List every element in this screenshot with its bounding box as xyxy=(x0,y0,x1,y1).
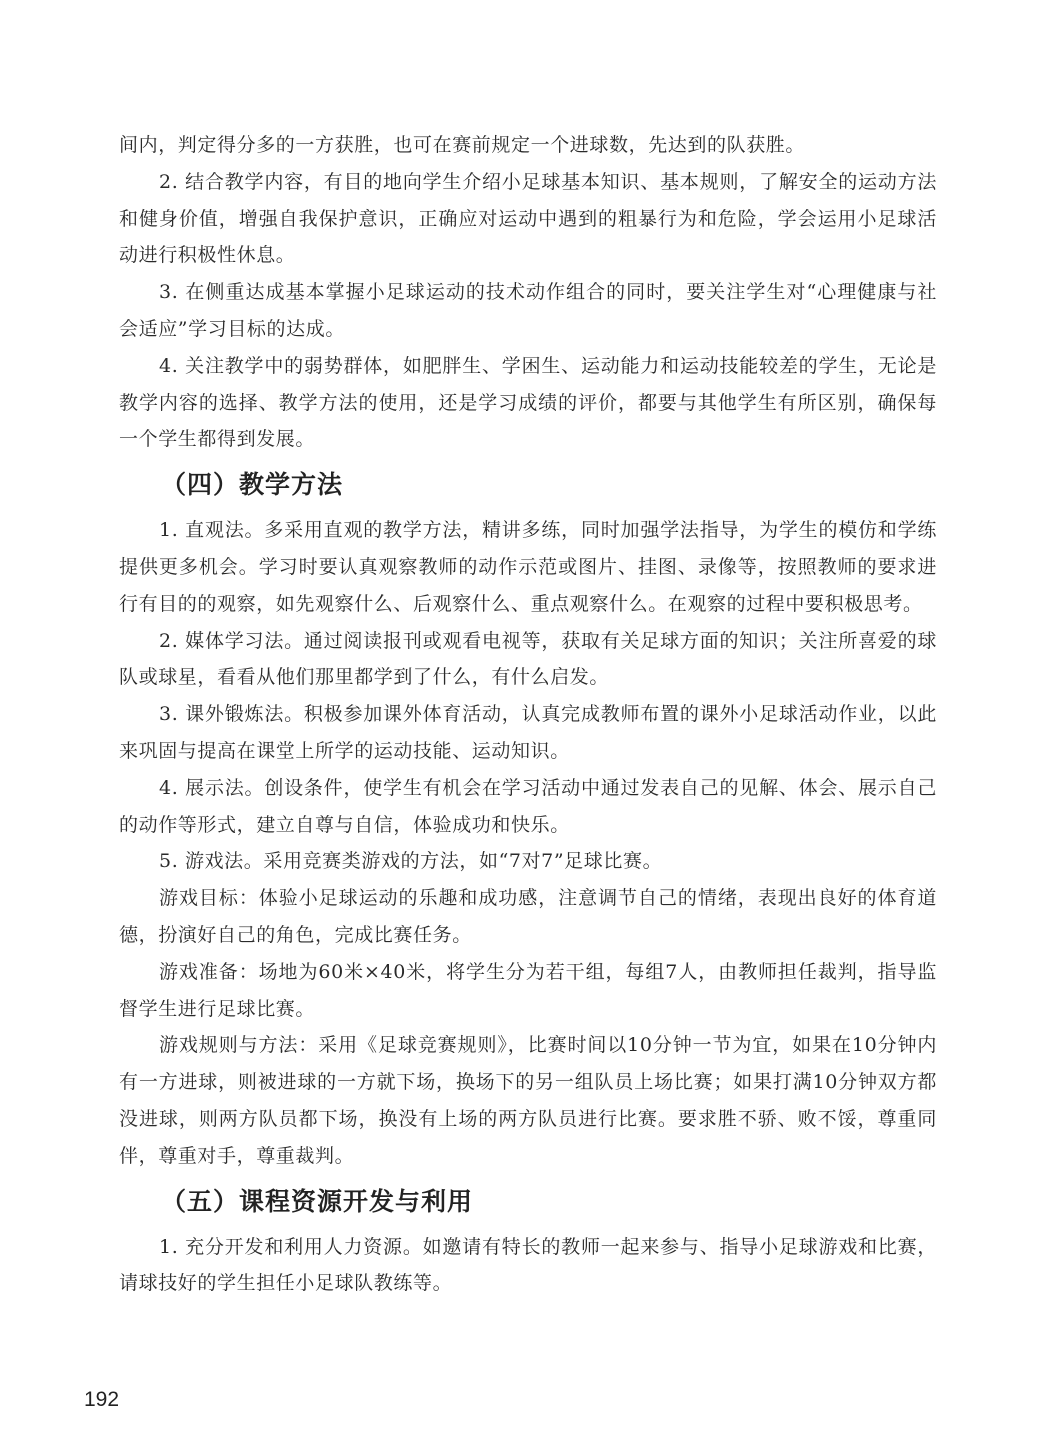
game-preparation-paragraph: 游戏准备：场地为60米×40米，将学生分为若干组，每组7人，由教师担任裁判，指导监督学生进行足球比赛。 xyxy=(119,960,937,1020)
method-paragraph-2: 2. 媒体学习法。通过阅读报刊或观看电视等，获取有关足球方面的知识；关注所喜爱的球队或球星，看看从他们那里都学到了什么，有什么启发。 xyxy=(119,629,937,689)
paragraph-continued: 间内，判定得分多的一方获胜，也可在赛前规定一个进球数，先达到的队获胜。 xyxy=(119,134,806,156)
method-paragraph-1: 1. 直观法。多采用直观的教学方法，精讲多练，同时加强学法指导，为学生的模仿和学练提供更多机会。学习时要认真观察教师的动作示范或图片、挂图、录像等，按照教师的要求进行有目的的观察，如先观察什么、后观察什么、重点观察什么。在观察的过程中要积极思考。 xyxy=(119,519,937,615)
section-heading-teaching-methods: （四）教学方法 xyxy=(161,470,344,500)
page-content xyxy=(119,127,937,1302)
paragraph-point-3: 3. 在侧重达成基本掌握小足球运动的技术动作组合的同时，要关注学生对“心理健康与社会适应”学习目标的达成。 xyxy=(119,281,937,340)
game-goal-paragraph: 游戏目标：体验小足球运动的乐趣和成功感，注意调节自己的情绪，表现出良好的体育道德，扮演好自己的角色，完成比赛任务。 xyxy=(119,887,937,946)
page-number: 192 xyxy=(84,1388,120,1411)
method-paragraph-4: 4. 展示法。创设条件，使学生有机会在学习活动中通过发表自己的见解、体会、展示自己的动作等形式，建立自尊与自信，体验成功和快乐。 xyxy=(119,776,937,836)
paragraph-point-4: 4. 关注教学中的弱势群体，如肥胖生、学困生、运动能力和运动技能较差的学生，无论是教学内容的选择、教学方法的使用，还是学习成绩的评价，都要与其他学生有所区别，确保每一个学生都得到发展。 xyxy=(119,354,937,451)
resource-paragraph-1: 1. 充分开发和利用人力资源。如邀请有特长的教师一起来参与、指导小足球游戏和比赛，请球技好的学生担任小足球队教练等。 xyxy=(119,1235,937,1295)
paragraph-point-2: 2. 结合教学内容，有目的地向学生介绍小足球基本知识、基本规则，了解安全的运动方法和健身价值，增强自我保护意识，正确应对运动中遇到的粗暴行为和危险，学会运用小足球活动进行积极性休息。 xyxy=(119,170,937,267)
method-paragraph-5: 5. 游戏法。采用竞赛类游戏的方法，如“7对7”足球比赛。 xyxy=(159,850,663,873)
section-heading-course-resources: （五）课程资源开发与利用 xyxy=(161,1186,474,1216)
method-paragraph-3: 3. 课外锻炼法。积极参加课外体育活动，认真完成教师布置的课外小足球活动作业，以此来巩固与提高在课堂上所学的运动技能、运动知识。 xyxy=(119,703,937,762)
game-rules-paragraph: 游戏规则与方法：采用《足球竞赛规则》，比赛时间以10分钟一节为宜，如果在10分钟内有一方进球，则被进球的一方就下场，换场下的另一组队员上场比赛；如果打满10分钟双方都没进球，则两方队员都下场，换没有上场的两方队员进行比赛。要求胜不骄、败不馁，尊重同伴，尊重对手，尊重裁判。 xyxy=(119,1034,937,1167)
